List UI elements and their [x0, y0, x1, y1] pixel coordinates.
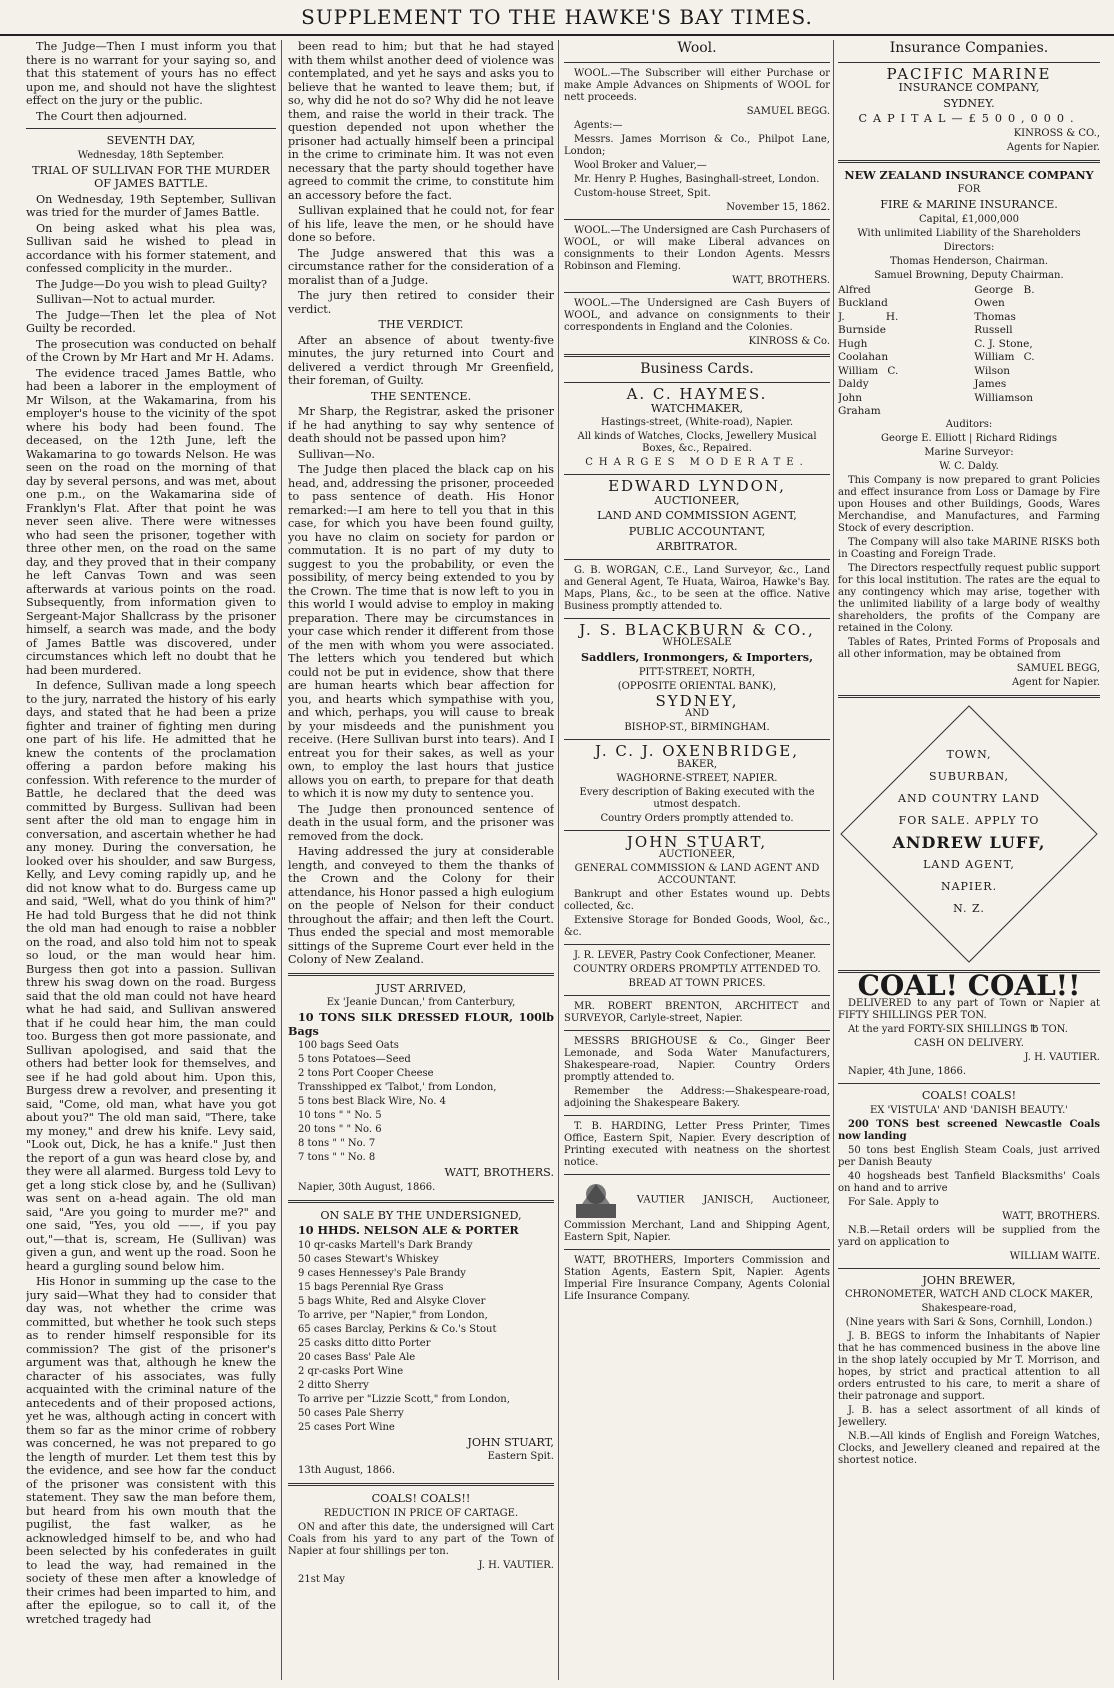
advert-line: 9 cases Hennessey's Pale Brandy — [298, 1267, 466, 1279]
advert-line: 5 tons best Black Wire, No. 4 — [298, 1096, 446, 1107]
card-name: JOHN STUART, — [626, 832, 768, 851]
advert-line: Agents:— — [574, 119, 623, 131]
section-heading: Insurance Companies. — [889, 40, 1049, 56]
column-rule — [833, 40, 834, 1680]
advert-line: Marine Surveyor: — [924, 446, 1014, 458]
advert-line: To arrive, per "Napier," from London, — [298, 1309, 488, 1321]
director-name: Alfred Buckland — [838, 283, 888, 309]
paragraph: The Judge—Then I must inform you that there is no warrant for your saying so, and that this statement of yours has no effect upon me, and should not have the slightest effect on the jury or the public. — [26, 40, 276, 107]
advert-signature: KINROSS & CO., — [1013, 127, 1100, 139]
card-line: BISHOP-ST., BIRMINGHAM. — [624, 722, 770, 733]
advert-line: INSURANCE COMPANY, — [898, 81, 1040, 94]
card-line: All kinds of Watches, Clocks, Jewellery Musical Boxes, &c., Repaired. — [577, 431, 817, 454]
advert-line: Custom-house Street, Spit. — [574, 187, 711, 199]
advert-title: JOHN BREWER, — [922, 1273, 1016, 1287]
director-name: Hugh Coolahan — [838, 337, 889, 363]
advert-title: PACIFIC MARINE — [886, 64, 1052, 83]
advert-body: J. B. BEGS to inform the Inhabitants of Napier that he has commenced business in the above line in the shop lately occupied by Mr T. Morrison, and hopes, by strict and practical attention to all orders entrusted to his care, to merit a share of their patronage and support. — [838, 1331, 1100, 1402]
advert-line: 65 cases Barclay, Perkins & Co.'s Stout — [298, 1323, 497, 1335]
land-sale-text — [838, 744, 1100, 920]
advert-signature: J. H. VAUTIER. — [478, 1559, 554, 1571]
card-line: AUCTIONEER, — [658, 849, 736, 860]
advert-title: COALS! COALS! — [921, 1089, 1017, 1102]
advert-on-sale — [288, 1209, 554, 1478]
advert-signature: J. H. VAUTIER. — [1024, 1052, 1100, 1063]
director-name: John Graham — [838, 391, 881, 417]
advert-line: (Nine years with Sari & Sons, Cornhill, London.) — [845, 1317, 1093, 1328]
advert-just-arrived — [288, 982, 554, 1194]
advert-line: FIRE & MARINE INSURANCE. — [880, 198, 1058, 211]
land-line: AND COUNTRY LAND — [898, 791, 1040, 805]
advert-line: 50 cases Stewart's Whiskey — [298, 1253, 439, 1265]
advert-line: 200 TONS best screened Newcastle Coals now landing — [838, 1118, 1100, 1142]
card-body: T. B. HARDING, Letter Press Printer, Times Office, Eastern Spit, Napier. Every description of Printing executed with neatness on the shortest notice. — [564, 1121, 830, 1168]
advert-title: COAL! COAL!! — [857, 968, 1081, 1002]
card-line: BREAD AT TOWN PRICES. — [628, 978, 766, 989]
advert-body: Tables of Rates, Printed Forms of Proposals and all other information, may be obtained from — [838, 636, 1100, 660]
paragraph: Mr Sharp, the Registrar, asked the prisoner if he had anything to say why sentence of death should not be passed upon him? — [288, 405, 554, 445]
card-line: BAKER, — [676, 758, 718, 770]
card-line: Hastings-street, (White-road), Napier. — [600, 417, 794, 428]
divider — [288, 973, 554, 976]
card-name: A. C. HAYMES. — [626, 385, 768, 403]
section-heading: Wool. — [677, 40, 717, 56]
paragraph: His Honor in summing up the case to the jury said—What they had to consider that day was, not whether the crime was committed, but whether he took such steps as to render himself responsible for its commission? The gist of the prisoner's argument was that, although he knew the character of his associates, was fully acquainted with the criminal nature of the antecedents and of their proposed actions, yet he was, although acting in concert with them so far as the minor crime of robbery was concerned, he was not prepared to go the length of murder. Let them test this by the evidence, and see how far the conduct of the prisoner was consistent with this statement. They saw the man before them, but heard from his own mouth that the pugilist, the fast walker, as he acknowledged himself to be, and who had been selected by his confederates in guilt to lead the way, had remained in the society of these men after a knowledge of their crimes had been imparted to him, and after the epilogue, so to call it, of the wretched tragedy had — [26, 1275, 276, 1626]
engraving-illustration — [574, 1180, 618, 1220]
card-line: PITT-STREET, NORTH, — [638, 666, 756, 678]
card-line: Bankrupt and other Estates wound up. Debts collected, &c. — [564, 889, 830, 912]
card-body: WATT, BROTHERS, Importers Commission and Station Agents, Eastern Spit, Napier. Agents Imperial Fire Insurance Company, Agents Colonial Life Insurance Company. — [564, 1255, 830, 1302]
card-line: WHOLESALE — [662, 637, 732, 648]
section-heading: TRIAL OF SULLIVAN FOR THE MURDER OF JAMES BATTLE. — [32, 163, 270, 190]
paragraph: After an absence of about twenty-five minutes, the jury returned into Court and delivered a verdict through Mr Greenfield, their foreman, of Guilty. — [288, 333, 554, 387]
advert-line: 25 cases Port Wine — [298, 1421, 395, 1433]
paragraph: The prosecution was conducted on behalf of the Crown by Mr Hart and Mr H. Adams. — [26, 337, 276, 364]
advert-line: 8 tons " " No. 7 — [298, 1138, 376, 1149]
paragraph: Sullivan—Not to actual murder. — [36, 293, 216, 306]
divider — [564, 739, 830, 740]
card-line: WATCHMAKER, — [650, 401, 744, 415]
divider — [564, 292, 830, 293]
card-line: SYDNEY, — [655, 691, 739, 710]
advert-line: 5 bags White, Red and Alsyke Clover — [298, 1295, 486, 1307]
land-sale-advert — [838, 704, 1100, 964]
advert-title: COALS! COALS!! — [371, 1492, 471, 1505]
card-text: VAUTIER JANISCH, Auctioneer, Commission Merchant, Land and Shipping Agent, Eastern Spit, Napier. — [564, 1194, 830, 1243]
paragraph: been read to him; but that he had stayed with them whilst another deed of violence was contemplated, and yet he says and asks you to believe that he wanted to leave them; but, if so, why did he not do so? Why did he not leave them, and raise the world in their track. The question depended not upon whether the prisoner had actually himself been a principal in the crime to criminate him. It was not even necessary that the party should together have agreed to commit the crime, to constitute him an accessory before the fact. — [288, 40, 554, 202]
divider — [564, 62, 830, 63]
card-line: LAND AND COMMISSION AGENT, — [597, 509, 797, 522]
advert-line: 7 tons " " No. 8 — [298, 1152, 376, 1163]
advert-line: Wool Broker and Valuer,— — [574, 159, 707, 171]
advert-title: JUST ARRIVED, — [375, 981, 467, 995]
card-line: AND — [685, 708, 709, 719]
advert-signature: WILLIAM WAITE. — [1009, 1250, 1100, 1262]
land-line: SUBURBAN, — [929, 769, 1009, 783]
advert-body: WOOL.—The Undersigned are Cash Purchasers of WOOL, or will make Liberal advances on consignments to their London Agents. Messrs Robinson and Fleming. — [564, 224, 830, 272]
advert-line: 10 qr-casks Martell's Dark Brandy — [298, 1239, 473, 1251]
card-body: Remember the Address:—Shakespeare-road, adjoining the Shakespeare Bakery. — [564, 1086, 830, 1109]
advert-line: Transshipped ex 'Talbot,' from London, — [298, 1082, 497, 1093]
directors-right — [974, 284, 1100, 419]
advert-signature: JOHN STUART, — [467, 1435, 554, 1449]
advert-body: N.B.—All kinds of English and Foreign Watches, Clocks, and Jewellery cleaned and repaired at the shortest notice. — [838, 1431, 1100, 1466]
card-name: EDWARD LYNDON, — [608, 477, 786, 495]
advert-body: J. B. has a select assortment of all kinds of Jewellery. — [838, 1405, 1100, 1428]
advert-signature: WATT, BROTHERS. — [732, 274, 830, 286]
advert-date: 21st May — [298, 1573, 345, 1585]
paragraph: The Judge answered that this was a circumstance rather for the consideration of a moralist than of a Judge. — [288, 246, 554, 287]
divider — [564, 559, 830, 560]
paragraph: The Judge then placed the black cap on his head, and, addressing the prisoner, proceeded to pass sentence of death. His Honor remarked:—I am here to tell you that in this case, for which you have been found guilty, you have no claim on society for pardon or commutation. It is no part of my duty to suggest to you the probability, or even the possibility, of mercy being extended to you by the Crown. The time that is now left to you in this world I would advise to employ in making preparation. There may be circumstances in your case which render it different from those of the men with whom you were associated. The letters which you tendered but which could not be put in evidence, show that there are human hearts which bear affection for you, and hearts which sympathise with you, and which, perhaps, you will cause to break by your misdeeds and the punishment you receive. (Here Sullivan burst into tears). And I entreat you for their sakes, as well as your own, to employ the last hours that justice allows you on earth, to prepare for that death to which it is now my duty to sentence you. — [288, 463, 554, 800]
divider — [838, 1268, 1100, 1269]
advert-line: Directors: — [943, 241, 995, 253]
advert-line: Messrs. James Morrison & Co., Philpot Lane, London; — [564, 133, 830, 157]
advert-line: 15 bags Perennial Rye Grass — [298, 1281, 444, 1293]
divider — [564, 1030, 830, 1031]
advert-line: 40 hogsheads best Tanfield Blacksmiths' Coals on hand and to arrive — [838, 1170, 1100, 1194]
advert-line: 10 HHDS. NELSON ALE & PORTER — [298, 1223, 519, 1237]
column-3 — [564, 40, 830, 1680]
director-name: William C. Wilson — [974, 351, 1035, 377]
masthead: SUPPLEMENT TO THE HAWKE'S BAY TIMES. — [0, 0, 1114, 36]
advert-signature: SAMUEL BEGG. — [746, 105, 830, 117]
advert-line: Capital, £1,000,000 — [918, 213, 1019, 225]
advert-coals-cartage — [288, 1492, 554, 1586]
advert-signature: Eastern Spit. — [487, 1451, 554, 1462]
directors-left — [838, 284, 964, 419]
card-body: J. R. LEVER, Pastry Cook Confectioner, Meaner. — [574, 950, 817, 961]
advert-body: The Directors respectfully request public support for this local institution. The rates are the equal to any contingency which may arise, together with the unlimited liability of a large body of wealthy shareholders, the profits of the Company are retained in the Colony. — [838, 562, 1100, 634]
paragraph: In defence, Sullivan made a long speech to the jury, narrated the history of his early days, and stated that he had been a prize fighter and trainer of fighting men during one part of his life. He admitted that he knew the contents of the proclamation offering a pardon before making his confession. With reference to the murder of Battle, he declared that the deed was committed by Burgess. Sullivan had been sent after the old man to engage him in conversation, and ascertain whether he had any money. During the conversation, he looked over his shoulder, and saw Burgess, Kelly, and Levy coming rapidly up, and he did not know what to do. Burgess came up and said, "Well, what do you think of him?" He had told Burgess that he did not think the old man had enough to raise a nobbler on the road, and also told him not to speak so loud, or the man would hear him. Burgess then got into a passion. Sullivan threw his swag down on the road. Burgess said that the old man could not have heard what he had said, and Sullivan answered that if he could hear him, the man could too. Burgess then got more passionate, and Sullivan apologised, and said that the others had better look for themselves, and see if he had gold about him. Upon this, Burgess drew a revolver, and presenting it said, "Come, old man, what have you got about you?" The old man said, "There, take my money," and drew his knife. Levy said, "Look out, Dick, he has a knife." Just then the report of a gun was heard close by, and they were all alarmed. Burgess told Levy to get a long stick close by, and he (Sullivan) was sent on a-head again. The old man said, "Are you going to murder me?" and one said, "Yes, you old ——, if you pay out,"—that is, scream, He (Sullivan) was given a gun, and went up the road. Soon he heard a gurgling sound below him. — [26, 679, 276, 1273]
advert-line: CASH ON DELIVERY. — [914, 1038, 1024, 1049]
section-heading: THE VERDICT. — [378, 318, 464, 331]
advert-line: W. C. Daldy. — [939, 460, 999, 472]
card-line: Saddlers, Ironmongers, & Importers, — [580, 650, 814, 664]
paragraph: Sullivan explained that he could not, for fear of his life, leave the men, or he should have done so before. — [288, 204, 554, 244]
paragraph: On being asked what his plea was, Sullivan said he wished to plead in accordance with his former statement, and confessed complicity in the murder.. — [26, 221, 276, 275]
card-line: (OPPOSITE ORIENTAL BANK), — [617, 680, 777, 692]
advert-line: 20 cases Bass' Pale Ale — [298, 1351, 416, 1363]
advert-title: ON SALE BY THE UNDERSIGNED, — [320, 1208, 522, 1222]
card-body: MR. ROBERT BRENTON, ARCHITECT and SURVEYOR, Carlyle-street, Napier. — [564, 1001, 830, 1024]
land-agent-name: ANDREW LUFF, — [892, 832, 1046, 852]
advert-line: 5 tons Potatoes—Seed — [298, 1054, 411, 1065]
advert-line: CAPITAL—£500,000. — [858, 112, 1080, 125]
land-line: NAPIER. — [940, 879, 998, 893]
director-name: C. J. Stone, — [974, 337, 1033, 350]
card-line: AUCTIONEER, — [654, 493, 740, 507]
divider — [564, 354, 830, 357]
advert-line: SYDNEY. — [943, 96, 995, 110]
director-name: James Williamson — [974, 378, 1033, 404]
advert-line: For Sale. Apply to — [848, 1196, 939, 1208]
section-heading: SEVENTH DAY, — [106, 134, 196, 147]
paragraph: The Judge—Then let the plea of Not Guilty be recorded. — [26, 308, 276, 335]
divider — [564, 618, 830, 619]
divider — [838, 62, 1100, 63]
card-body: MESSRS BRIGHOUSE & Co., Ginger Beer Lemonade, and Soda Water Manufacturers, Shakespeare-road, Napier. Country Orders promptly attended to. — [564, 1036, 830, 1083]
column-rule — [558, 40, 559, 1680]
advert-line: 25 casks ditto ditto Porter — [298, 1337, 431, 1349]
card-line: ARBITRATOR. — [656, 540, 738, 553]
advert-line: 2 tons Port Cooper Cheese — [298, 1068, 434, 1079]
paragraph: The evidence traced James Battle, who had been a laborer in the employment of Mr Wilson, at the Wakamarina, from his employer's house to the vicinity of the spot where his body had been found. The deceased, on the 12th June, left the Wakamarina to go towards Nelson. He was seen on the road on the morning of that day by several persons, and was met, about one p.m., on the Wakamarina side of Franklyn's Flat. After that point he was never seen alive. There were witnesses who had seen the prisoner, together with three other men, on the road on the same day, and they proved that in their company he left Canvas Town and was seen afterwards at various points on the road. Subsequently, from information given to Sergeant-Major Shallcrass by the prisoner himself, a search was made, and the body of James Battle was discovered, under circumstances which left no doubt that he had been murdered. — [26, 366, 276, 677]
divider — [564, 1249, 830, 1250]
director-name: J. H. Burnside — [838, 310, 899, 336]
column-rule — [281, 40, 282, 1680]
advert-signature: WATT, BROTHERS. — [1002, 1210, 1100, 1222]
advert-date: Napier, 4th June, 1866. — [848, 1066, 967, 1077]
section-heading: Business Cards. — [640, 360, 754, 377]
paragraph: Sullivan—No. — [298, 447, 375, 461]
advert-line: N.B.—Retail orders will be supplied from the yard on application to — [838, 1224, 1100, 1248]
divider — [564, 1174, 830, 1175]
divider — [26, 128, 276, 129]
advert-line: Shakespeare-road, — [921, 1303, 1017, 1314]
advert-body: At the yard FORTY-SIX SHILLINGS ℔ TON. — [848, 1024, 1068, 1035]
advert-signature: Agents for Napier. — [1006, 141, 1100, 153]
advert-line: 50 cases Pale Sherry — [298, 1407, 404, 1419]
advert-line: 2 ditto Sherry — [298, 1379, 369, 1391]
advert-line: 100 bags Seed Oats — [298, 1040, 399, 1051]
card-body: G. B. WORGAN, C.E., Land Surveyor, &c., Land and General Agent, Te Huata, Wairoa, Hawke's Bay. Maps, Plans, &c., to be seen at the office. Native Business promptly attended to. — [564, 564, 830, 612]
card-name: J. C. J. OXENBRIDGE, — [594, 742, 799, 760]
advert-date: Napier, 30th August, 1866. — [298, 1181, 436, 1193]
card-line: GENERAL COMMISSION & LAND AGENT AND ACCOUNTANT. — [574, 863, 820, 886]
card-line: CHARGES MODERATE. — [585, 457, 809, 468]
advert-body: ON and after this date, the undersigned will Cart Coals from his yard to any part of the Town of Napier at four shillings per ton. — [288, 1521, 554, 1557]
divider — [564, 830, 830, 831]
land-line: N. Z. — [953, 901, 985, 915]
director-name: George B. Owen — [974, 283, 1035, 309]
advert-line: With unlimited Liability of the Shareholders — [857, 227, 1081, 239]
advert-line: George E. Elliott | Richard Ridings — [881, 432, 1057, 444]
land-line: LAND AGENT, — [923, 857, 1015, 871]
divider — [564, 995, 830, 996]
column-2 — [288, 40, 554, 1680]
advert-line: 10 TONS SILK DRESSED FLOUR, 100lb Bags — [288, 1010, 554, 1038]
column-1 — [26, 40, 276, 1680]
land-line: TOWN, — [946, 747, 992, 761]
paragraph: The Judge—Do you wish to plead Guilty? — [36, 277, 268, 291]
section-heading: THE SENTENCE. — [370, 389, 472, 403]
land-line: FOR SALE. APPLY TO — [898, 813, 1040, 827]
paragraph: The Judge then pronounced sentence of death in the usual form, and the prisoner was removed from the dock. — [288, 802, 554, 843]
advert-date: November 15, 1862. — [726, 201, 830, 213]
divider — [564, 944, 830, 945]
paragraph: On Wednesday, 19th September, Sullivan was tried for the murder of James Battle. — [26, 192, 276, 219]
advert-signature: SAMUEL BEGG, — [1016, 662, 1100, 674]
advert-signature: Agent for Napier. — [1012, 676, 1100, 688]
advert-line: To arrive per "Lizzie Scott," from London, — [298, 1393, 510, 1405]
paragraph: The Court then adjourned. — [36, 109, 187, 123]
card-line: COUNTRY ORDERS PROMPTLY ATTENDED TO. — [573, 964, 821, 975]
advert-date: 13th August, 1866. — [298, 1465, 396, 1476]
advert-body: DELIVERED to any part of Town or Napier at FIFTY SHILLINGS PER TON. — [838, 998, 1100, 1021]
advert-body: The Company will also take MARINE RISKS both in Coasting and Foreign Trade. — [838, 536, 1100, 560]
divider — [564, 1115, 830, 1116]
card-name: J. S. BLACKBURN & CO., — [579, 620, 815, 639]
advert-line: Samuel Browning, Deputy Chairman. — [874, 269, 1064, 281]
card-line: WAGHORNE-STREET, NAPIER. — [616, 772, 778, 784]
column-4 — [838, 40, 1100, 1680]
director-name: William C. Daldy — [838, 364, 899, 390]
advert-body: WOOL.—The Undersigned are Cash Buyers of WOOL, and advance on consignments to their correspondents in England and the Colonies. — [564, 297, 830, 333]
paragraph: The jury then retired to consider their verdict. — [288, 289, 554, 316]
card-line: Country Orders promptly attended to. — [600, 812, 794, 824]
divider — [838, 695, 1100, 698]
divider — [564, 382, 830, 383]
advert-line: 50 tons best English Steam Coals, just arrived per Danish Beauty — [838, 1144, 1100, 1168]
card-line: PUBLIC ACCOUNTANT, — [628, 524, 766, 538]
divider — [564, 219, 830, 220]
advert-line: 10 tons " " No. 5 — [298, 1110, 382, 1121]
paragraph: Having addressed the jury at considerable length, and conveyed to them the thanks of the Crown and the Colony for their attendance, his Honor passed a high eulogium on the people of Nelson for their conduct throughout the affair; and then left the Court. Thus ended the special and most memorable sittings of the Supreme Court ever held in the Colony of New Zealand. — [288, 845, 554, 966]
advert-line: 20 tons " " No. 6 — [298, 1124, 382, 1135]
divider — [838, 1083, 1100, 1084]
advert-line: EX 'VISTULA' AND 'DANISH BEAUTY.' — [869, 1104, 1069, 1116]
advert-line: 2 qr-casks Port Wine — [298, 1365, 404, 1377]
directors-list — [838, 284, 1100, 419]
section-date: Wednesday, 18th September. — [77, 149, 225, 161]
advert-body: WOOL.—The Subscriber will either Purchase or make Ample Advances on Shipments of WOOL for nett proceeds. — [564, 67, 830, 103]
divider — [288, 1483, 554, 1486]
advert-line: Ex 'Jeanie Duncan,' from Canterbury, — [326, 997, 516, 1008]
card-line: Every description of Baking executed with the utmost despatch. — [579, 786, 815, 810]
advert-signature: KINROSS & Co. — [748, 335, 830, 347]
divider — [288, 1200, 554, 1203]
divider — [838, 160, 1100, 163]
card-body — [564, 1180, 830, 1244]
advert-signature: WATT, BROTHERS. — [444, 1166, 554, 1179]
advert-line: Auditors: — [945, 418, 993, 430]
advert-line: Thomas Henderson, Chairman. — [889, 255, 1049, 267]
advert-line: CHRONOMETER, WATCH AND CLOCK MAKER, — [844, 1289, 1094, 1300]
advert-line: FOR — [957, 184, 981, 195]
advert-body: This Company is now prepared to grant Policies and effect insurance from Loss or Damage by Fire upon Houses and other Buildings, Goods, Wares Merchandise, and Manufactures, and Farming Stock of every description. — [838, 474, 1100, 534]
advert-subtitle: REDUCTION IN PRICE OF CARTAGE. — [323, 1507, 519, 1519]
divider — [564, 474, 830, 475]
advert-title: NEW ZEALAND INSURANCE COMPANY — [844, 167, 1094, 182]
director-name: Thomas Russell — [974, 310, 1016, 336]
card-line: Extensive Storage for Bonded Goods, Wool, &c., &c. — [564, 915, 830, 938]
advert-line: Mr. Henry P. Hughes, Basinghall-street, London. — [574, 173, 820, 185]
